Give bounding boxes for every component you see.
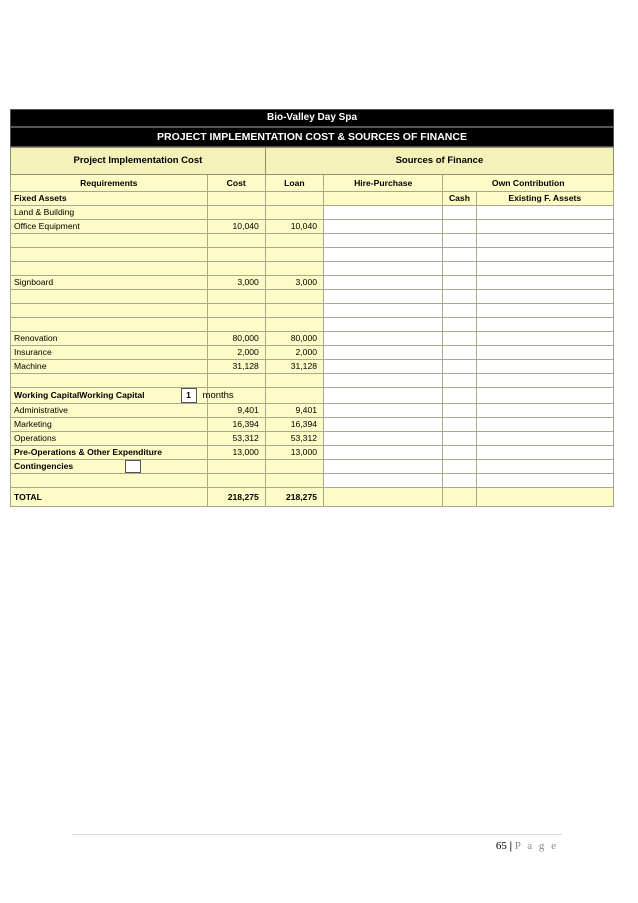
row-label: Machine (11, 360, 208, 374)
subcol-existing-assets: Existing F. Assets (476, 192, 614, 206)
row-label: Marketing (11, 418, 208, 432)
row-cost: 9,401 (207, 404, 265, 418)
table-row (11, 474, 614, 488)
row-loan: 9,401 (265, 404, 323, 418)
row-cash[interactable] (443, 234, 476, 248)
table-row (11, 460, 614, 474)
row-cash[interactable] (443, 276, 476, 290)
table-row (11, 404, 614, 418)
row-hire-purchase[interactable] (324, 374, 443, 388)
total-existing-assets (476, 488, 614, 507)
page-separator: | (509, 840, 513, 852)
row-cash[interactable] (443, 432, 476, 446)
row-label (11, 234, 208, 248)
table-row (11, 318, 614, 332)
row-hire-purchase[interactable] (324, 206, 443, 220)
row-cost (207, 262, 265, 276)
row-loan: 3,000 (265, 276, 323, 290)
table-row (11, 388, 614, 404)
row-loan (265, 192, 323, 206)
subcol-cash: Cash (443, 192, 476, 206)
total-loan: 218,275 (265, 488, 323, 507)
footer-divider (72, 834, 562, 835)
row-cash[interactable] (443, 248, 476, 262)
row-cost (207, 206, 265, 220)
section-sources-of-finance: Sources of Finance (265, 148, 613, 175)
total-label: TOTAL (11, 488, 208, 507)
row-label (11, 290, 208, 304)
table-row (11, 276, 614, 290)
row-cost: 53,312 (207, 432, 265, 446)
row-cash[interactable] (443, 404, 476, 418)
row-loan: 16,394 (265, 418, 323, 432)
row-existing-assets[interactable] (476, 234, 614, 248)
row-existing-assets[interactable] (476, 432, 614, 446)
col-requirements: Requirements (11, 175, 208, 192)
row-cost: 3,000 (207, 276, 265, 290)
row-label: Signboard (11, 276, 208, 290)
row-cost: 2,000 (207, 346, 265, 360)
row-hire-purchase[interactable] (324, 388, 443, 404)
table-row (11, 248, 614, 262)
table-row (11, 206, 614, 220)
row-cash[interactable] (443, 418, 476, 432)
total-hire-purchase (324, 488, 443, 507)
col-loan: Loan (265, 175, 323, 192)
table-row (11, 432, 614, 446)
row-existing-assets[interactable] (476, 290, 614, 304)
row-existing-assets[interactable] (476, 248, 614, 262)
row-cost (207, 374, 265, 388)
row-cost: 13,000 (207, 446, 265, 460)
row-existing-assets[interactable] (476, 460, 614, 474)
row-cash[interactable] (443, 374, 476, 388)
row-existing-assets[interactable] (476, 360, 614, 374)
contingency-input[interactable] (125, 460, 141, 473)
row-hire-purchase[interactable] (324, 432, 443, 446)
row-hire-purchase[interactable] (324, 446, 443, 460)
row-label: Working CapitalWorking Capital 1 months (11, 388, 208, 404)
row-label: Office Equipment (11, 220, 208, 234)
row-loan: 2,000 (265, 346, 323, 360)
table-row (11, 374, 614, 388)
total-cost: 218,275 (207, 488, 265, 507)
page-label: P a g e (514, 840, 558, 852)
row-existing-assets[interactable] (476, 220, 614, 234)
row-hire-purchase[interactable] (324, 474, 443, 488)
row-existing-assets[interactable] (476, 418, 614, 432)
row-cash[interactable] (443, 460, 476, 474)
page-number: 65 (495, 840, 507, 852)
section-implementation-cost: Project Implementation Cost (11, 148, 266, 175)
row-existing-assets[interactable] (476, 206, 614, 220)
row-hire-purchase[interactable] (324, 318, 443, 332)
section-header-row (11, 148, 614, 175)
row-loan (265, 290, 323, 304)
column-header-row (11, 175, 614, 192)
table-row (11, 192, 614, 206)
table-row (11, 262, 614, 276)
row-hire-purchase[interactable] (324, 460, 443, 474)
row-loan (265, 262, 323, 276)
row-label: Land & Building (11, 206, 208, 220)
table-row (11, 290, 614, 304)
row-loan (265, 206, 323, 220)
row-cash[interactable] (443, 474, 476, 488)
row-label: Fixed Assets (11, 192, 208, 206)
row-label: Insurance (11, 346, 208, 360)
row-label (11, 318, 208, 332)
row-cash[interactable] (443, 290, 476, 304)
months-value[interactable]: 1 (181, 388, 197, 403)
row-hire-purchase[interactable] (324, 220, 443, 234)
row-existing-assets[interactable] (476, 318, 614, 332)
row-label (11, 248, 208, 262)
row-cash[interactable] (443, 318, 476, 332)
cost-sheet (10, 109, 614, 507)
company-name: Bio-Valley Day Spa (10, 109, 614, 127)
row-cost (207, 290, 265, 304)
row-label-text: Contingencies (14, 461, 74, 471)
row-cash[interactable] (443, 446, 476, 460)
row-loan (265, 234, 323, 248)
row-cash[interactable] (443, 206, 476, 220)
row-cash[interactable] (443, 304, 476, 318)
row-cost: 31,128 (207, 360, 265, 374)
row-label: Renovation (11, 332, 208, 346)
row-loan: 31,128 (265, 360, 323, 374)
row-cost: 16,394 (207, 418, 265, 432)
row-loan: 10,040 (265, 220, 323, 234)
row-loan (265, 474, 323, 488)
table-row (11, 446, 614, 460)
row-existing-assets[interactable] (476, 262, 614, 276)
sheet-title: PROJECT IMPLEMENTATION COST & SOURCES OF FINANCE (10, 127, 614, 147)
table-row (11, 360, 614, 374)
row-cost (207, 460, 265, 474)
row-label: Pre-Operations & Other Expenditure (11, 446, 208, 460)
row-loan (265, 304, 323, 318)
row-cost (207, 192, 265, 206)
finance-table (10, 147, 614, 507)
table-row (11, 304, 614, 318)
row-existing-assets[interactable] (476, 346, 614, 360)
row-loan: 80,000 (265, 332, 323, 346)
row-label (11, 304, 208, 318)
row-cost (207, 318, 265, 332)
row-label: Operations (11, 432, 208, 446)
row-cash[interactable] (443, 360, 476, 374)
row-hire-purchase (324, 192, 443, 206)
row-existing-assets[interactable] (476, 474, 614, 488)
row-loan (265, 318, 323, 332)
row-label-text: Working Capital (79, 390, 145, 400)
row-loan (265, 388, 323, 404)
table-row (11, 346, 614, 360)
row-cost (207, 304, 265, 318)
total-cash (443, 488, 476, 507)
row-existing-assets[interactable] (476, 332, 614, 346)
row-loan (265, 248, 323, 262)
row-existing-assets[interactable] (476, 374, 614, 388)
row-hire-purchase[interactable] (324, 262, 443, 276)
row-label (11, 374, 208, 388)
row-cash[interactable] (443, 220, 476, 234)
row-cost: 10,040 (207, 220, 265, 234)
col-own-contribution: Own Contribution (443, 175, 614, 192)
row-loan (265, 374, 323, 388)
total-row (11, 488, 614, 507)
row-label (11, 460, 208, 474)
row-hire-purchase[interactable] (324, 276, 443, 290)
row-cash[interactable] (443, 262, 476, 276)
page-footer (496, 840, 558, 852)
row-existing-assets[interactable] (476, 404, 614, 418)
row-label (11, 474, 208, 488)
row-hire-purchase[interactable] (324, 304, 443, 318)
table-row (11, 234, 614, 248)
row-existing-assets[interactable] (476, 276, 614, 290)
row-hire-purchase[interactable] (324, 234, 443, 248)
row-cost (207, 474, 265, 488)
col-cost: Cost (207, 175, 265, 192)
months-label: months (202, 390, 234, 401)
row-cash[interactable] (443, 388, 476, 404)
row-hire-purchase[interactable] (324, 360, 443, 374)
row-hire-purchase[interactable] (324, 248, 443, 262)
row-existing-assets[interactable] (476, 388, 614, 404)
row-cost (207, 248, 265, 262)
row-hire-purchase[interactable] (324, 332, 443, 346)
row-existing-assets[interactable] (476, 446, 614, 460)
row-cash[interactable] (443, 346, 476, 360)
row-loan: 53,312 (265, 432, 323, 446)
row-hire-purchase[interactable] (324, 290, 443, 304)
row-hire-purchase[interactable] (324, 418, 443, 432)
row-hire-purchase[interactable] (324, 346, 443, 360)
row-loan (265, 460, 323, 474)
row-existing-assets[interactable] (476, 304, 614, 318)
row-cash[interactable] (443, 332, 476, 346)
col-hire-purchase: Hire-Purchase (324, 175, 443, 192)
row-label: Administrative (11, 404, 208, 418)
row-loan: 13,000 (265, 446, 323, 460)
row-label (11, 262, 208, 276)
row-hire-purchase[interactable] (324, 404, 443, 418)
row-cost (207, 234, 265, 248)
table-row (11, 418, 614, 432)
row-cost: 80,000 (207, 332, 265, 346)
table-row (11, 220, 614, 234)
table-row (11, 332, 614, 346)
